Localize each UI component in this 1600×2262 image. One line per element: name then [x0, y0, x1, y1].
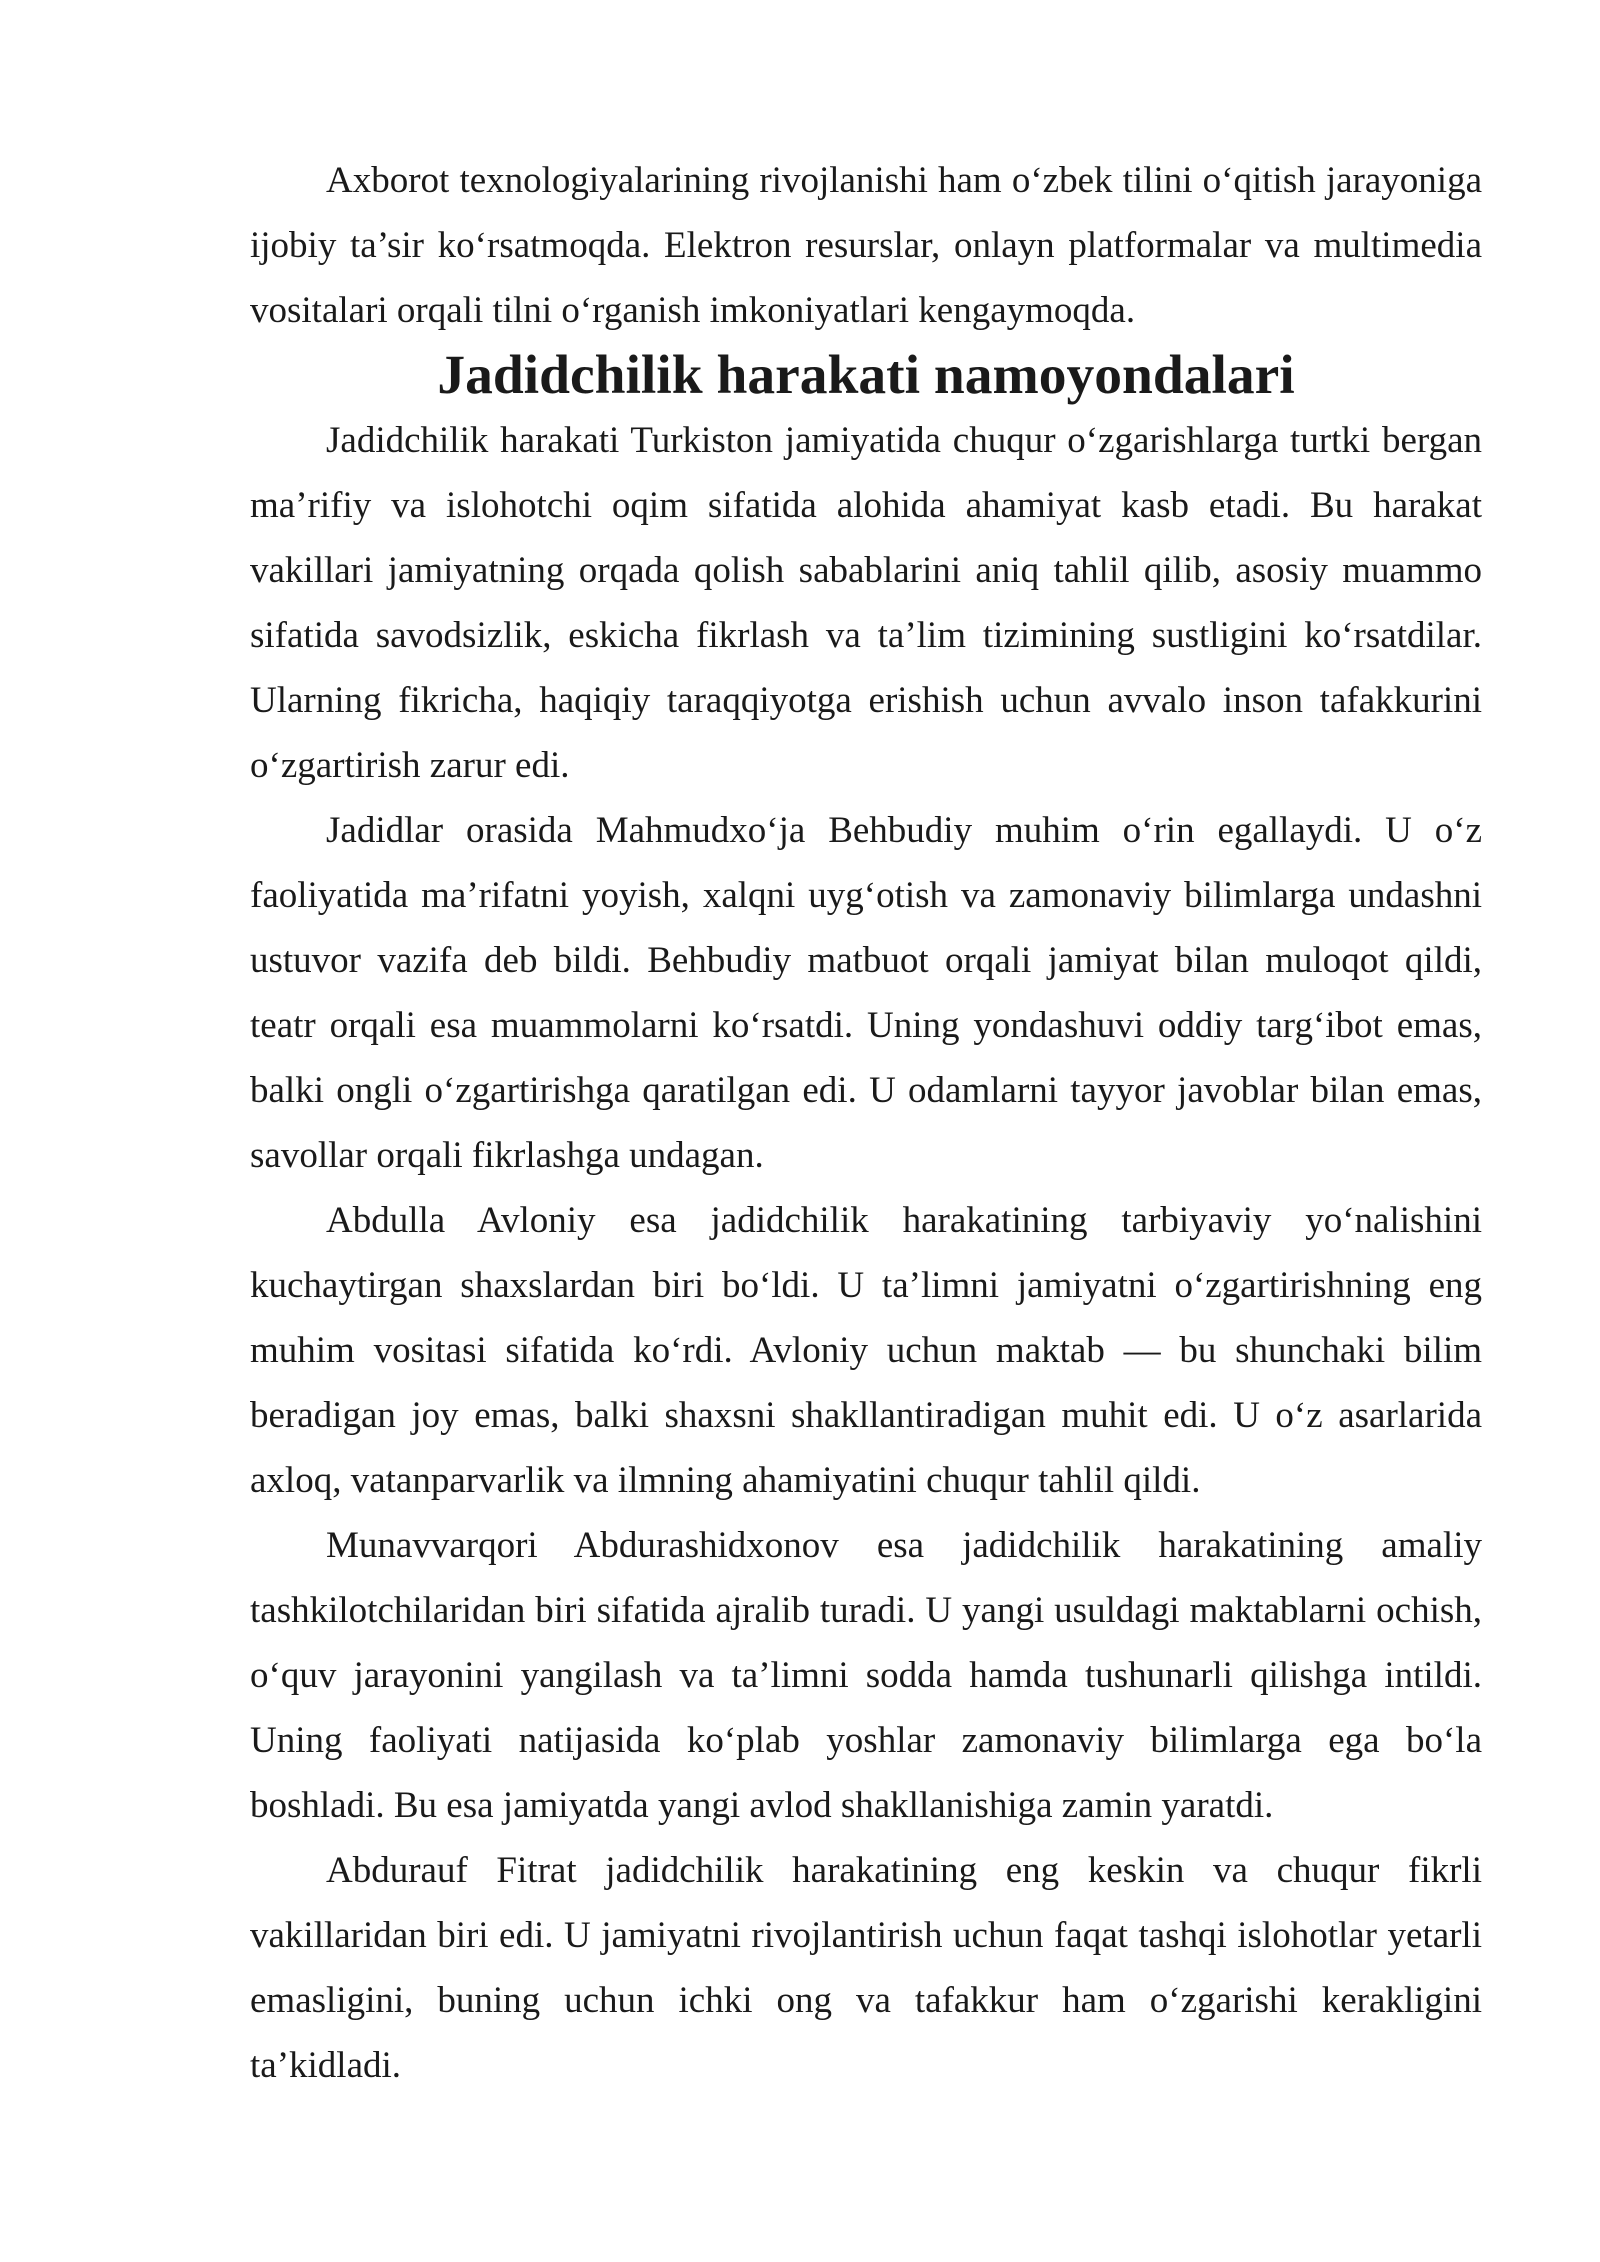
section-heading: Jadidchilik harakati namoyondalari — [437, 345, 1295, 406]
paragraph-behbudiy: Jadidlar orasida Mahmudxo‘ja Behbudiy muhim o‘rin egallaydi. U o‘z faoliyatida ma’rifatni yoyish, xalqni uyg‘otish va zamonaviy bilimlarga undashni ustuvor vazifa deb bildi. Behbudiy matbuot orqali jamiyat bilan muloqot qildi, teatr orqali esa muammolarni ko‘rsatdi. Uning yondashuvi oddiy targ‘ibot emas, balki ongli o‘zgartirishga qaratilgan edi. U odamlarni tayyor javoblar bilan emas, savollar orqali fikrlashga undagan. — [250, 810, 1482, 1176]
paragraph-fitrat: Abdurauf Fitrat jadidchilik harakatining eng keskin va chuqur fikrli vakillaridan biri edi. U jamiyatni rivojlantirish uchun faqat tashqi islohotlar yetarli emasligini, buning uchun ichki ong va tafakkur ham o‘zgarishi kerakligini ta’kidladi. — [250, 1850, 1482, 2086]
document-page — [250, 148, 1482, 2098]
paragraph-avloniy: Abdulla Avloniy esa jadidchilik harakatining tarbiyaviy yo‘nalishini kuchaytirgan shaxslardan biri bo‘ldi. U ta’limni jamiyatni o‘zgartirishning eng muhim vositasi sifatida ko‘rdi. Avloniy uchun maktab — bu shunchaki bilim beradigan joy emas, balki shaxsni shakllantiradigan muhit edi. U o‘z asarlarida axloq, vatanparvarlik va ilmning ahamiyatini chuqur tahlil qildi. — [250, 1200, 1482, 1501]
paragraph-munavvarqori: Munavvarqori Abdurashidxonov esa jadidchilik harakatining amaliy tashkilotchilaridan biri sifatida ajralib turadi. U yangi usuldagi maktablarni ochish, o‘quv jarayonini yangilash va ta’limni sodda hamda tushunarli qilishga intildi. Uning faoliyati natijasida ko‘plab yoshlar zamonaviy bilimlarga ega bo‘la boshladi. Bu esa jamiyatda yangi avlod shakllanishiga zamin yaratdi. — [250, 1525, 1482, 1826]
intro-paragraph: Axborot texnologiyalarining rivojlanishi ham o‘zbek tilini o‘qitish jarayoniga ijobiy ta’sir ko‘rsatmoqda. Elektron resurslar, onlayn platformalar va multimedia vositalari orqali tilni o‘rganish imkoniyatlari kengaymoqda. — [250, 160, 1482, 331]
paragraph-jadidchilik-overview: Jadidchilik harakati Turkiston jamiyatida chuqur o‘zgarishlarga turtki bergan ma’rifiy va islohotchi oqim sifatida alohida ahamiyat kasb etadi. Bu harakat vakillari jamiyatning orqada qolish sabablarini aniq tahlil qilib, asosiy muammo sifatida savodsizlik, eskicha fikrlash va ta’lim tizimining sustligini ko‘rsatdilar. Ularning fikricha, haqiqiy taraqqiyotga erishish uchun avvalo inson tafakkurini o‘zgartirish zarur edi. — [250, 420, 1482, 786]
